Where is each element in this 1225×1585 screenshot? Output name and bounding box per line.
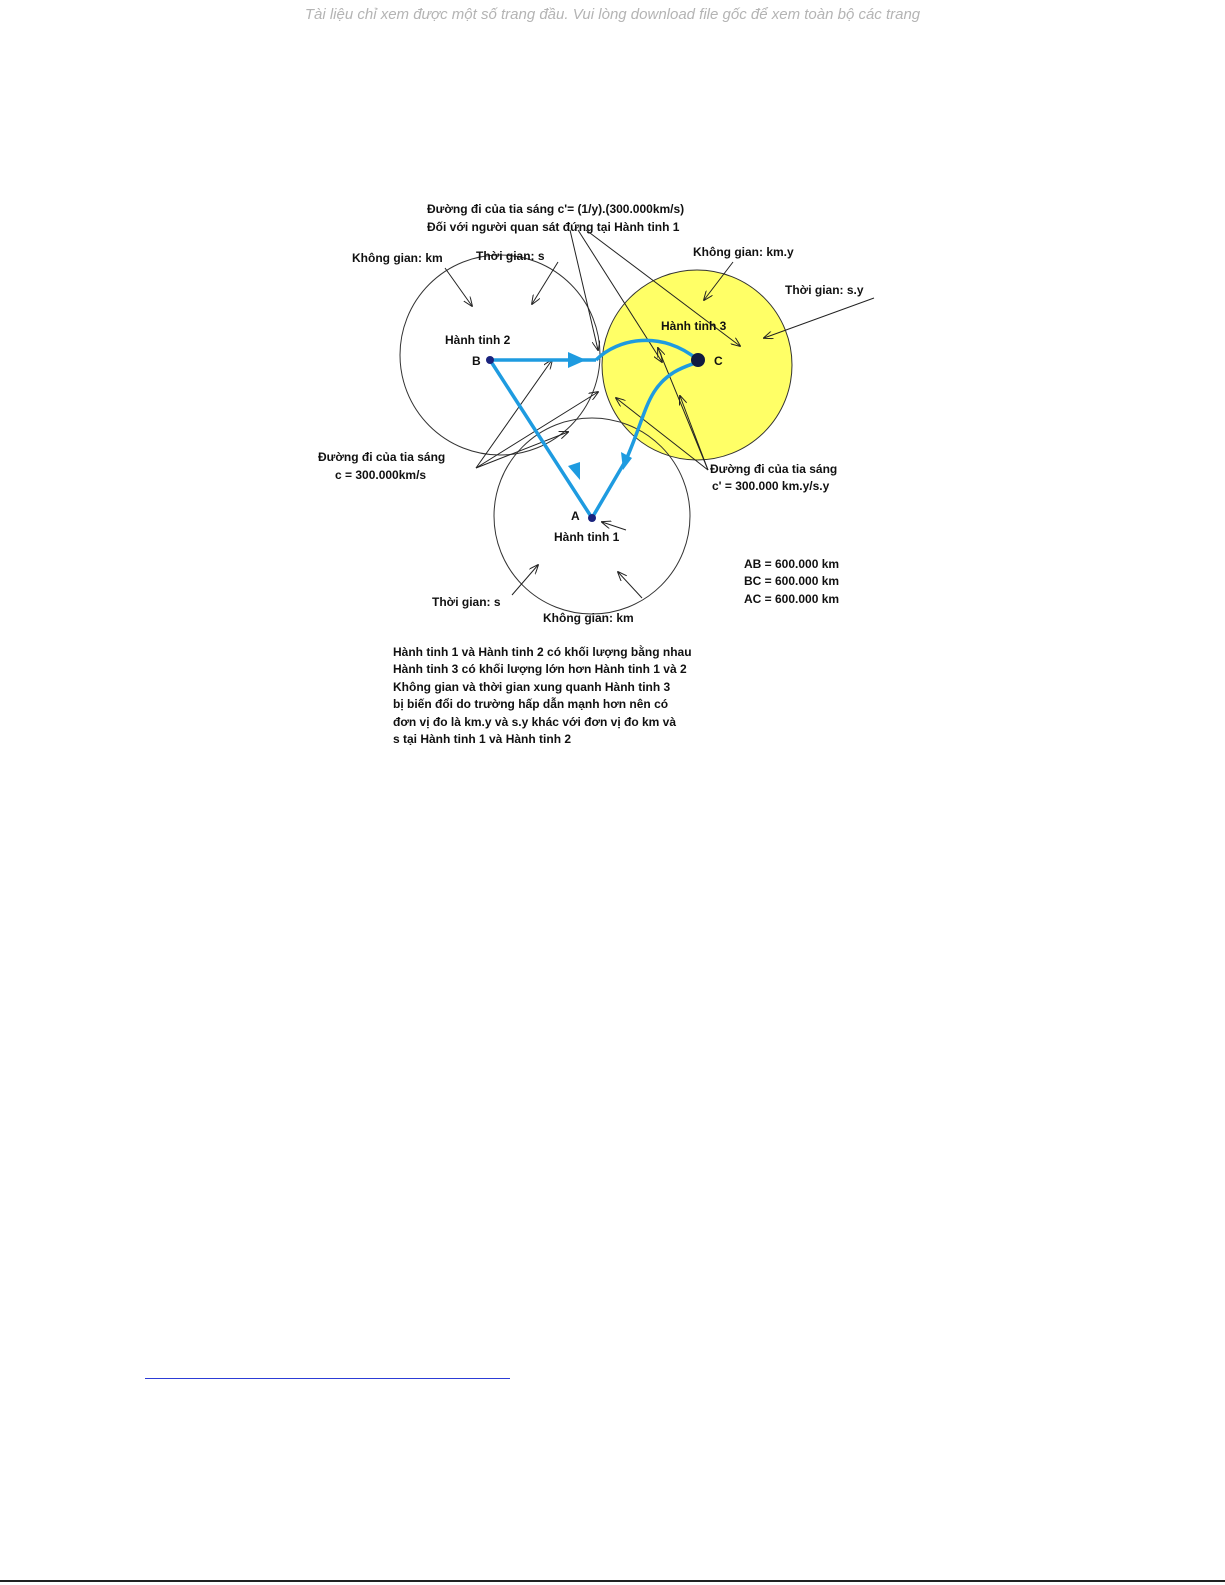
note-line: đơn vị đo là km.y và s.y khác với đơn vị đo km và [393,715,677,729]
distance-ac: AC = 600.000 km [744,592,840,606]
planet1-point-label: A [571,509,580,523]
note-line: Hành tinh 1 và Hành tinh 2 có khối lượng bằng nhau [393,645,692,659]
top-annotation-line2: Đối với người quan sát đứng tại Hành tinh 1 [427,220,680,234]
light-path-left-line2: c = 300.000km/s [335,468,427,482]
note-line: s tại Hành tinh 1 và Hành tinh 2 [393,732,572,746]
planet3-point [691,353,705,367]
planet1-time-label: Thời gian: s [432,595,501,609]
top-annotation-line1: Đường đi của tia sáng c'= (1/y).(300.000km/s) [427,202,685,216]
planet1-name-label: Hành tinh 1 [554,530,620,544]
planet3-space-label: Không gian: km.y [693,245,794,259]
planet3-name-label: Hành tinh 3 [661,319,727,333]
note-line: bị biến đổi do trường hấp dẫn mạnh hơn nên có [393,697,669,711]
planet2-point [486,356,494,364]
light-path-b-to-a [490,360,592,518]
document-watermark: Tài liệu chỉ xem được một số trang đầu. Vui lòng download file gốc để xem toàn bộ các trang [304,6,921,23]
light-path-right-line2: c' = 300.000 km.y/s.y [712,479,830,493]
planet2-time-label: Thời gian: s [476,249,545,263]
planet1-space-label: Không gian: km [543,611,634,625]
light-path-right-line1: Đường đi của tia sáng [710,462,838,476]
note-line: Không gian và thời gian xung quanh Hành tinh 3 [393,680,671,694]
planet2-point-label: B [472,354,481,368]
note-line: Hành tinh 3 có khối lượng lớn hơn Hành tinh 1 và 2 [393,662,687,676]
planet3-time-label: Thời gian: s.y [785,283,864,297]
diagram-notes [393,644,692,746]
footnote-separator [145,1378,510,1379]
planet2-space-label: Không gian: km [352,251,443,265]
light-path-left-line1: Đường đi của tia sáng [318,450,446,464]
planet1-point [588,514,596,522]
page-bottom-border [0,1580,1225,1582]
distance-bc: BC = 600.000 km [744,574,840,588]
planet2-name-label: Hành tinh 2 [445,333,511,347]
planet3-point-label: C [714,354,723,368]
distance-ab: AB = 600.000 km [744,557,840,571]
